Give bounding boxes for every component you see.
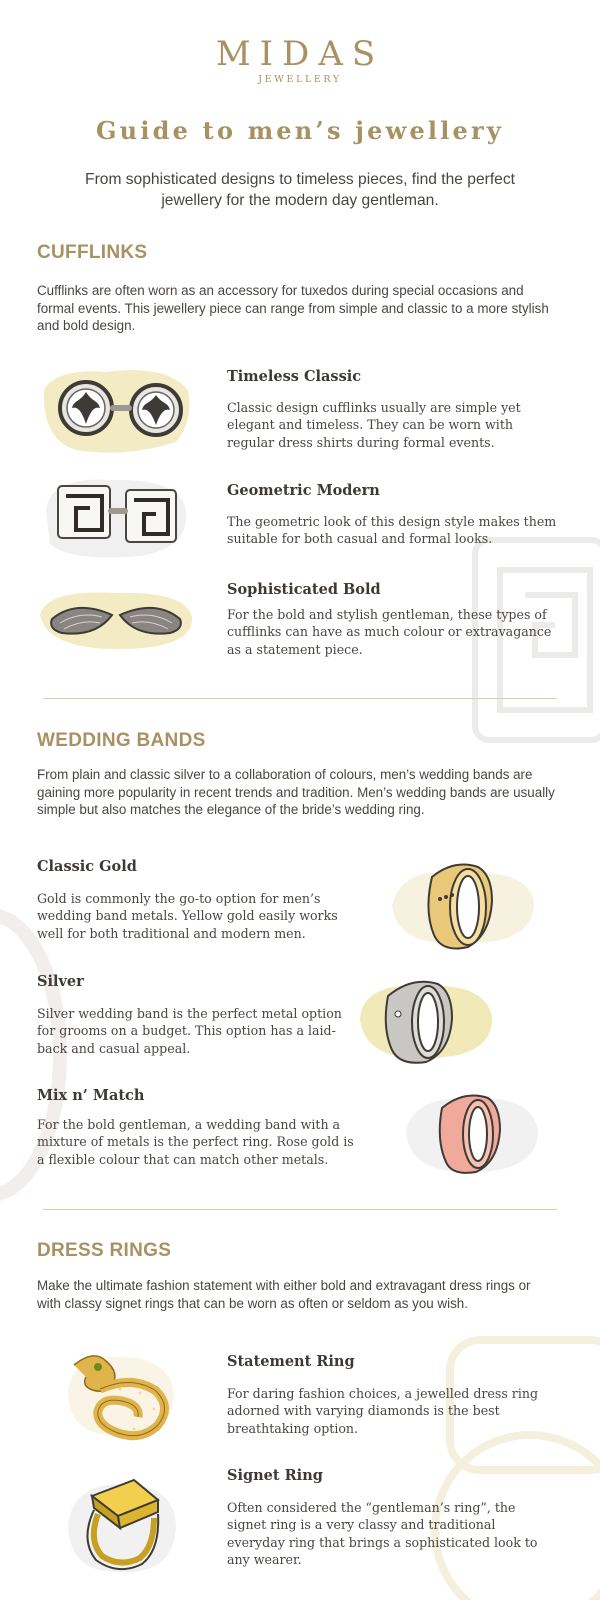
classic-cufflinks-icon: [36, 360, 196, 460]
cufflinks-item-desc: The geometric look of this design style makes them suitable for both casual and formal looks.: [227, 514, 557, 547]
wedding-band-item-desc: Gold is commonly the go-to option for men’s wedding band metals. Yellow gold easily works well for both traditional and modern men.: [37, 891, 338, 941]
cufflinks-item-title: Sophisticated Bold: [227, 581, 381, 598]
page-title: Guide to men’s jewellery: [95, 116, 505, 145]
wedding-band-item-title: Mix n’ Match: [37, 1087, 145, 1104]
bold-cufflinks-icon: [36, 585, 196, 655]
cufflinks-item-title: Geometric Modern: [227, 482, 380, 499]
dress-rings-heading: DRESS RINGS: [37, 1240, 172, 1261]
cufflinks-item-title: Timeless Classic: [227, 368, 362, 385]
cufflinks-item-desc: Classic design cufflinks usually are simple yet elegant and timeless. They can be worn with regular dress shirts during formal events.: [227, 400, 521, 450]
cufflinks-item-desc: For the bold and stylish gentleman, these types of cufflinks can have as much colour or extravagance as a statement piece.: [227, 607, 552, 657]
rose-gold-band-icon: [402, 1088, 542, 1178]
geometric-cufflinks-icon: [40, 470, 190, 560]
logo-tagline: JEWELLERY: [258, 74, 342, 85]
dress-rings-intro: Make the ultimate fashion statement with either bold and extravagant dress rings or with classy signet rings that can be worn as often or seldom as you wish.: [37, 1278, 531, 1311]
section-divider: [43, 1209, 557, 1210]
brand-logo: [0, 36, 600, 85]
wedding-bands-heading: WEDDING BANDS: [37, 730, 206, 751]
page-subtitle: From sophisticated designs to timeless pieces, find the perfect jewellery for the modern day gentleman.: [85, 171, 515, 209]
wedding-band-item-desc: Silver wedding band is the perfect metal option for grooms on a budget. This option has a laid-back and casual appeal.: [37, 1006, 342, 1056]
dress-ring-item-desc: Often considered the “gentleman’s ring”, the signet ring is a very classy and traditional everyday ring that brings a sophisticated look to any wearer.: [227, 1500, 538, 1567]
wedding-band-item-title: Silver: [37, 973, 84, 990]
cufflinks-heading: CUFFLINKS: [37, 242, 148, 263]
dress-ring-item-desc: For daring fashion choices, a jewelled dress ring adorned with varying diamonds is the best breathtaking option.: [227, 1386, 539, 1436]
wedding-band-item-desc: For the bold gentleman, a wedding band with a mixture of metals is the perfect ring. Rose gold is a flexible colour that can match other metals.: [37, 1117, 354, 1167]
dress-ring-item-title: Statement Ring: [227, 1353, 355, 1370]
cufflinks-intro: Cufflinks are often worn as an accessory for tuxedos during special occasions and formal events. This jewellery piece can range from simple and classic to a more stylish and bold design.: [37, 283, 549, 333]
logo-wordmark: MIDAS: [215, 34, 385, 74]
wedding-band-item-title: Classic Gold: [37, 858, 137, 875]
section-divider: [43, 698, 557, 699]
signet-ring-icon: [62, 1470, 182, 1580]
wedding-bands-intro: From plain and classic silver to a collaboration of colours, men’s wedding bands are gaining more popularity in recent trends and tradition. Men’s wedding bands are usually simple but also matches the elegance of the bride’s wedding ring.: [37, 767, 555, 817]
dress-ring-item-title: Signet Ring: [227, 1467, 323, 1484]
silver-band-icon: [352, 970, 502, 1070]
snake-ring-icon: [60, 1345, 180, 1445]
gold-band-icon: [382, 855, 542, 955]
